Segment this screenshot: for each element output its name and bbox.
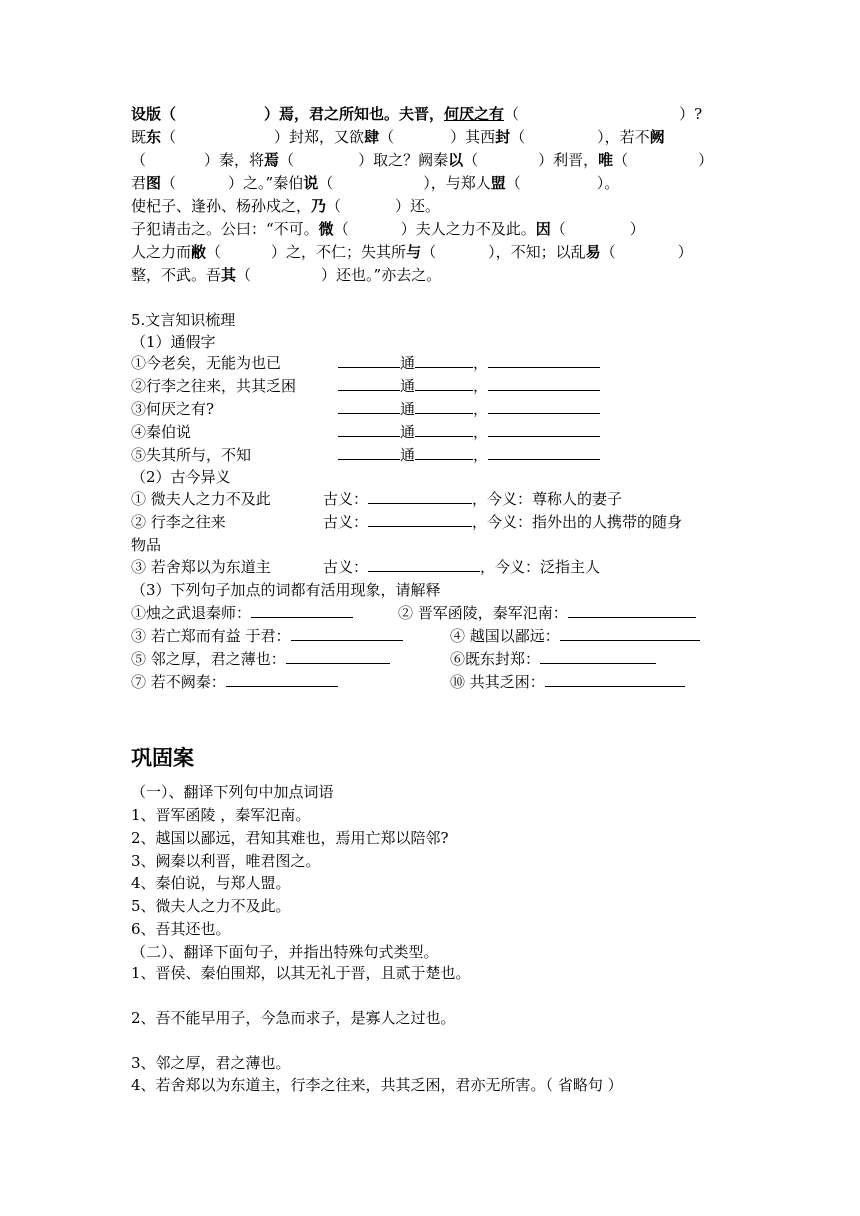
huoyong-sentence: ③ 若亡郑而有益 于君：	[131, 627, 291, 645]
tongjia-sentence: ⑤失其所与，不知	[131, 446, 252, 464]
comma: ，	[480, 558, 496, 576]
blank-line	[540, 649, 656, 664]
passage-line-5: 使杞子、逢孙、杨孙戍之，乃（ ）还。	[131, 197, 441, 215]
blank-line	[488, 353, 600, 368]
tongjia-sentence: ②行李之往来，共其乏困	[131, 377, 297, 395]
passage-line-3: （ ）秦，将焉（ ）取之？阙秦以（ ）利晋，唯（ ）	[131, 151, 714, 169]
gu-label: 古义：	[323, 490, 369, 508]
passage-text: ）焉，君之所知也。夫晋，	[264, 105, 445, 123]
blank-line	[368, 489, 472, 504]
tong-label: 通	[400, 377, 416, 395]
tong-label: 通	[400, 446, 416, 464]
gujin-row	[131, 512, 736, 532]
gujin-row	[131, 557, 736, 577]
part-heading: （二）、翻译下面句子，并指出特殊句式类型。	[131, 943, 439, 961]
part-heading: （一）、翻译下列句中加点词语	[131, 783, 334, 801]
tongjia-sentence: ④秦伯说	[131, 423, 192, 441]
jin-label: 今义：	[495, 558, 541, 576]
subsection-heading: （2）古今异义	[131, 468, 231, 486]
passage-line-4: 君图（ ）之。”秦伯说（ ），与郑人盟（ ）。	[131, 174, 620, 192]
passage-line-6: 子犯请击之。公曰：“不可。微（ ）夫人之力不及此。因（ ）	[131, 220, 645, 238]
exercise-item: 2、吾不能早用子，今急而求子，是寡人之过也。	[131, 1009, 456, 1027]
blank-line	[286, 649, 390, 664]
exercise-item: 3、阙秦以利晋，唯君图之。	[131, 851, 321, 870]
key-phrase: 何厌之有	[444, 105, 505, 123]
wrap-text: 物品	[131, 536, 162, 554]
passage-line-7: 人之力而敝（ ）之，不仁；失其所与（ ），不知；以乱易（ ）	[131, 243, 693, 261]
section-heading: 巩固案	[131, 746, 194, 770]
blank-line	[368, 512, 472, 527]
huoyong-sentence: ④ 越国以鄙远：	[450, 627, 560, 645]
jin-label: 今义：	[487, 513, 533, 531]
blank-line	[368, 557, 480, 572]
blank-line	[338, 445, 400, 460]
gujin-phrase: ① 微夫人之力不及此	[131, 490, 271, 508]
huoyong-sentence: ⑩ 共其乏困：	[450, 673, 545, 691]
comma: ，	[472, 513, 488, 531]
comma: ，	[472, 490, 488, 508]
exercise-item: 5、微夫人之力不及此。	[131, 897, 291, 916]
huoyong-item	[450, 649, 656, 669]
section-title: 5.文言知识梳理	[131, 311, 236, 329]
comma: ，	[473, 423, 489, 441]
blank-line	[545, 672, 685, 687]
comma: ，	[473, 354, 489, 372]
exercise-item: 1、晋军函陵 ，秦军氾南。	[131, 806, 311, 824]
huoyong-sentence: ⑦ 若不阙秦：	[131, 673, 226, 691]
gu-label: 古义：	[323, 513, 369, 531]
passage-line-8: 整，不武。吾其（ ）还也。”亦去之。	[131, 266, 442, 284]
blank-line	[251, 603, 353, 618]
blank-line	[488, 422, 600, 437]
subsection-heading: （3）下列句子加点的词都有活用现象，请解释	[131, 581, 441, 599]
blank-line	[338, 376, 400, 391]
huoyong-sentence: ⑤ 邻之厚，君之薄也：	[131, 650, 286, 668]
huoyong-sentence: ①烛之武退秦师：	[131, 604, 252, 622]
blank-line	[488, 399, 600, 414]
gujin-row	[131, 489, 736, 509]
blank-line	[338, 422, 400, 437]
blank-line	[291, 626, 403, 641]
exercise-item: 2、越国以鄙远，君知其难也，焉用亡郑以陪邻?	[131, 828, 449, 847]
huoyong-item	[450, 626, 700, 646]
jin-meaning: 指外出的人携带的随身	[532, 513, 683, 531]
huoyong-item	[398, 603, 696, 623]
blank-line	[560, 626, 700, 641]
tongjia-sentence: ①今老矣，无能为也已	[131, 354, 282, 372]
huoyong-sentence: ⑥既东封郑：	[450, 650, 541, 668]
blank-line	[488, 445, 600, 460]
subsection-heading: （1）通假字	[131, 333, 216, 351]
comma: ，	[473, 446, 489, 464]
gu-label: 古义：	[323, 558, 369, 576]
exercise-item: 4、若舍郑以为东道主，行李之往来，共其乏困，君亦无所害。（ 省略句 ）	[131, 1076, 623, 1094]
exercise-item: 1、晋侯、秦伯围郑，以其无礼于晋，且贰于楚也。	[131, 964, 471, 982]
passage-line-2: 既东（ ）封郑，又欲肆（ ）其西封（ ），若不阙	[131, 128, 665, 146]
tongjia-row	[131, 376, 736, 396]
tongjia-row	[131, 422, 736, 442]
exercise-item: 4、秦伯说，与郑人盟。	[131, 874, 291, 893]
huoyong-item	[450, 672, 685, 692]
blank-line	[568, 603, 696, 618]
comma: ，	[473, 400, 489, 418]
huoyong-sentence: ② 晋军函陵，秦军氾南：	[398, 604, 568, 622]
jin-label: 今义：	[487, 490, 533, 508]
blank-line	[415, 445, 473, 460]
tongjia-row	[131, 445, 736, 465]
blank-line	[415, 399, 473, 414]
exercise-item: 6、吾其还也。	[131, 920, 231, 938]
exercise-item: 3、邻之厚，君之薄也。	[131, 1054, 291, 1072]
gujin-phrase: ② 行李之往来	[131, 513, 226, 531]
comma: ，	[473, 377, 489, 395]
tongjia-sentence: ③何厌之有?	[131, 400, 215, 418]
blank-line	[415, 353, 473, 368]
tong-label: 通	[400, 400, 416, 418]
jin-meaning: 尊称人的妻子	[532, 490, 623, 508]
gujin-phrase: ③ 若舍郑以为东道主	[131, 558, 271, 576]
blank-line	[415, 376, 473, 391]
tong-label: 通	[400, 423, 416, 441]
blank-line	[338, 399, 400, 414]
blank-line	[488, 376, 600, 391]
blank-line	[415, 422, 473, 437]
blank-line	[338, 353, 400, 368]
tong-label: 通	[400, 354, 416, 372]
jin-meaning: 泛指主人	[540, 558, 601, 576]
tongjia-row	[131, 353, 736, 373]
blank-line	[226, 672, 338, 687]
tongjia-row	[131, 399, 736, 419]
passage-line-1: 设版（ ）焉，君之所知也。夫晋，何厌之有（ ）?	[131, 105, 703, 123]
